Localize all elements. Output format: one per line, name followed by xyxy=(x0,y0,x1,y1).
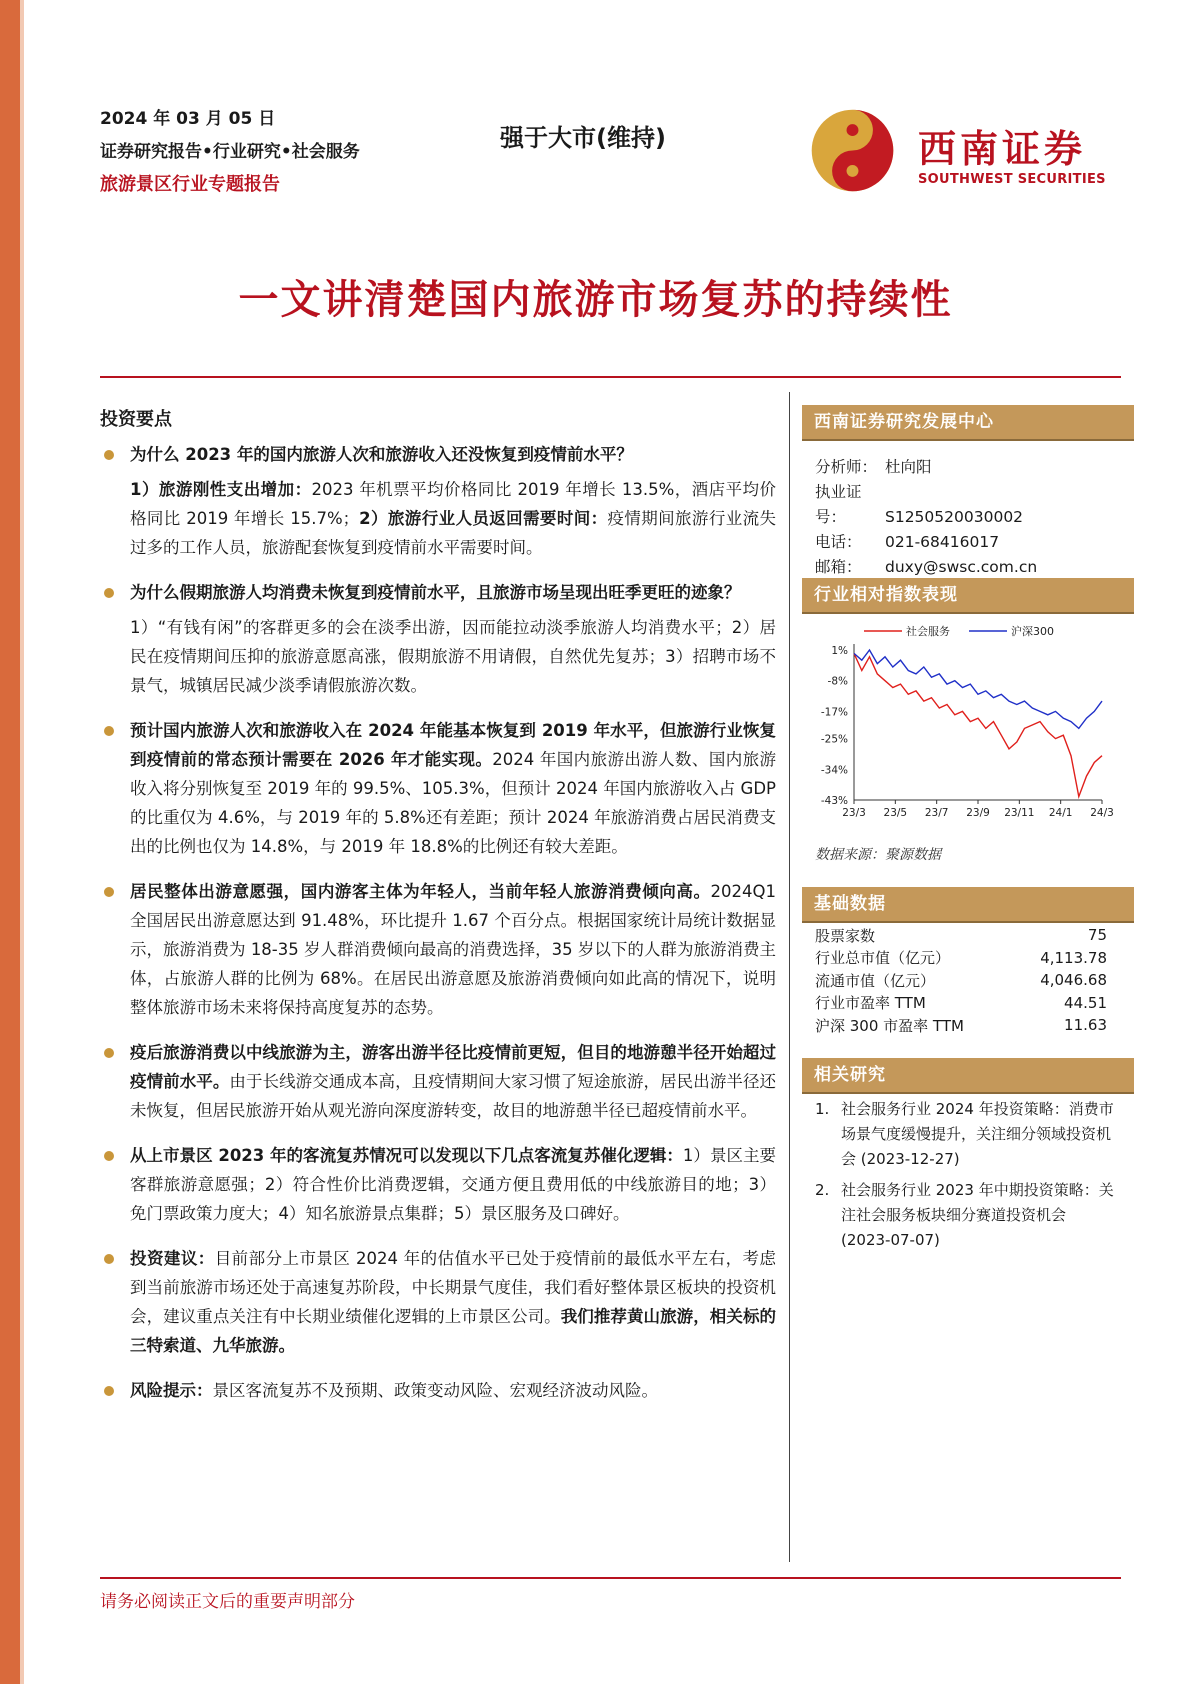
related-research-band: 相关研究 xyxy=(802,1058,1134,1094)
table-row xyxy=(815,969,1107,992)
point-7-text: 目前部分上市景区 2024 年的估值水平已处于疫情前的最低水平左右，考虑到当前旅游市场还处于高速复苏阶段，中长期景气度佳，我们看好整体景区板块的投资机会，建议重点关注有中长期业绩催化逻辑的上市景区公司。 xyxy=(130,1249,777,1326)
point-3-bold: 预计国内旅游人次和旅游收入在 2024 年能基本恢复到 2019 年水平，但旅游行业恢复到疫情前的常态预计需要在 2026 年才能实现。 xyxy=(130,721,776,769)
point-5-text: 由于长线游交通成本高，且疫情期间大家习惯了短途旅游，居民出游半径还未恢复，但居民旅游开始从观光游向深度游转变，故目的地游憩半径已超疫情前水平。 xyxy=(130,1072,777,1120)
basic-data-table xyxy=(815,924,1107,1037)
table-row xyxy=(815,947,1107,970)
point-4-text: 2024Q1 全国居民出游意愿达到 91.48%，环比提升 1.67 个百分点。根据国家统计局统计数据显示，旅游消费为 18-35 岁人群消费倾向最高的消费选择，35 岁以下的人群为旅游消费主体，占旅游人群的比例为 68%。在居民出游意愿及旅游消费倾向如此高的情况下，说明整体旅游市场未来将保持高度复苏的态势。 xyxy=(130,882,776,1017)
analyst-row xyxy=(815,455,1037,480)
point-3-text: 2024 年国内旅游出游人数、国内旅游收入将分别恢复至 2019 年的 99.5%、105.3%，但预计 2024 年国内旅游收入占 GDP 的比重仅为 4.6%，与 2019 年的 5.8%还有差距；预计 2024 年旅游消费占居民消费支出的比例也仅为 14.8%，与 2019 年 18.8%的比例还有较大差距。 xyxy=(130,750,776,856)
license-number: S1250520030002 xyxy=(885,508,1024,526)
line-chart xyxy=(802,620,1122,845)
legend-label: 社会服务 xyxy=(906,625,950,638)
column-divider xyxy=(789,392,790,1562)
phone-label: 电话： xyxy=(815,533,862,551)
point-6-bold: 从上市景区 2023 年的客流复苏情况可以发现以下几点客流复苏催化逻辑： xyxy=(130,1146,683,1165)
point-8-text: 景区客流复苏不及预期、政策变动风险、宏观经济波动风险。 xyxy=(212,1381,658,1400)
basic-label: 行业市盈率 TTM xyxy=(815,994,926,1013)
table-row xyxy=(815,1014,1107,1037)
report-date: 2024 年 03 月 05 日 xyxy=(100,109,276,129)
table-row xyxy=(815,924,1107,947)
basic-label: 股票家数 xyxy=(815,926,876,945)
report-category: 证券研究报告•行业研究•社会服务 xyxy=(100,142,360,162)
company-name-en: SOUTHWEST SECURITIES xyxy=(918,172,1106,187)
bullet-icon xyxy=(104,588,114,598)
y-tick-label: -25% xyxy=(820,733,848,746)
point-1-bold-2: 2）旅游行业人员返回需要时间： xyxy=(359,509,608,528)
point-1-bold-1: 1）旅游刚性支出增加： xyxy=(130,480,312,499)
point-7-bold-2: 我们推荐黄山旅游，相关标的三特索道、九华旅游。 xyxy=(130,1307,777,1355)
left-accent-stripe xyxy=(0,0,20,1684)
analyst-label: 分析师： xyxy=(815,458,878,476)
x-tick-label: 23/5 xyxy=(883,807,908,819)
bullet-icon xyxy=(104,1254,114,1264)
relative-index-chart xyxy=(802,620,1122,845)
analyst-name: 杜向阳 xyxy=(885,458,932,476)
point-6 xyxy=(100,1141,776,1228)
y-tick-label: 1% xyxy=(831,645,848,657)
bullet-icon xyxy=(104,1048,114,1058)
point-2-question: 为什么假期旅游人均消费未恢复到疫情前水平，且旅游市场呈现出旺季更旺的迹象？ xyxy=(130,583,741,602)
point-2 xyxy=(100,578,776,700)
report-subtitle: 旅游景区行业专题报告 xyxy=(100,174,280,195)
series-line-social-services xyxy=(854,653,1102,796)
bullet-icon xyxy=(104,1386,114,1396)
point-1-question: 为什么 2023 年的国内旅游人次和旅游收入还没恢复到疫情前水平？ xyxy=(130,445,633,464)
x-tick-label: 23/7 xyxy=(924,807,949,819)
license-label: 执业证号： xyxy=(815,483,862,526)
bullet-icon xyxy=(104,887,114,897)
basic-value: 75 xyxy=(1087,926,1107,945)
basic-label: 行业总市值（亿元） xyxy=(815,949,951,968)
y-tick-label: -43% xyxy=(820,795,848,807)
email-row xyxy=(815,555,1037,580)
title-divider xyxy=(100,376,1121,378)
analyst-info xyxy=(815,455,1037,580)
bullet-icon xyxy=(104,726,114,736)
point-7-bold: 投资建议： xyxy=(130,1249,215,1268)
point-1 xyxy=(100,440,776,562)
point-4-bold: 居民整体出游意愿强，国内游客主体为年轻人，当前年轻人旅游消费倾向高。 xyxy=(130,882,711,901)
investment-points xyxy=(100,440,776,1421)
company-name-cn: 西南证券 xyxy=(918,126,1087,171)
table-row xyxy=(815,992,1107,1015)
chart-source: 数据来源：聚源数据 xyxy=(815,847,941,863)
legend-label: 沪深300 xyxy=(1011,625,1054,638)
point-1-text-2: 疫情期间旅游行业流失过多的工作人员，旅游配套恢复到疫情前水平需要时间。 xyxy=(130,509,776,557)
basic-label: 沪深 300 市盈率 TTM xyxy=(815,1016,964,1035)
y-tick-label: -8% xyxy=(827,675,848,688)
point-1-body xyxy=(130,475,776,562)
rating: 强于大市(维持) xyxy=(500,124,666,152)
email-link[interactable]: duxy@swsc.com.cn xyxy=(885,558,1038,576)
point-1-text-1: 2023 年机票平均价格同比 2019 年增长 13.5%，酒店平均价格同比 2019 年增长 15.7%； xyxy=(130,480,776,528)
point-7 xyxy=(100,1244,776,1360)
basic-value: 4,113.78 xyxy=(1040,948,1107,967)
footer-disclaimer: 请务必阅读正文后的重要声明部分 xyxy=(100,1592,355,1612)
item-text: 社会服务行业 2023 年中期投资策略：关注社会服务板块细分赛道投资机会 (2023-07-07) xyxy=(841,1181,1114,1249)
phone-row xyxy=(815,530,1037,555)
y-tick-label: -17% xyxy=(820,706,848,719)
x-tick-label: 23/3 xyxy=(842,807,866,819)
point-8 xyxy=(100,1376,776,1405)
company-logo-icon xyxy=(810,108,895,193)
point-3 xyxy=(100,716,776,861)
list-item[interactable] xyxy=(815,1178,1115,1253)
item-text: 社会服务行业 2024 年投资策略：消费市场景气度缓慢提升，关注细分领域投资机会 (2023-12-27) xyxy=(841,1100,1114,1168)
related-research-list xyxy=(815,1097,1115,1259)
footer-divider xyxy=(100,1577,1121,1579)
list-item[interactable] xyxy=(815,1097,1115,1172)
basic-value: 44.51 xyxy=(1064,993,1107,1012)
point-2-body: 1）“有钱有闲”的客群更多的会在淡季出游，因而能拉动淡季旅游人均消费水平；2）居民在疫情期间压抑的旅游意愿高涨，假期旅游不用请假，自然优先复苏；3）招聘市场不景气，城镇居民减少淡季请假旅游次数。 xyxy=(130,618,776,695)
point-8-bold: 风险提示： xyxy=(130,1381,213,1400)
basic-value: 11.63 xyxy=(1064,1016,1107,1035)
basic-data-band: 基础数据 xyxy=(802,887,1134,923)
point-5-bold: 疫后旅游消费以中线旅游为主，游客出游半径比疫情前更短，但目的地游憩半径开始超过疫情前水平。 xyxy=(130,1043,776,1091)
bullet-icon xyxy=(104,1151,114,1161)
series-line-csi300 xyxy=(854,650,1102,728)
research-center-band: 西南证券研究发展中心 xyxy=(802,405,1134,441)
index-performance-band: 行业相对指数表现 xyxy=(802,578,1134,614)
x-tick-label: 24/1 xyxy=(1048,807,1073,819)
y-tick-label: -34% xyxy=(820,764,848,777)
point-4 xyxy=(100,877,776,1022)
bullet-icon xyxy=(104,450,114,460)
item-number: 1. xyxy=(815,1100,830,1118)
x-tick-label: 23/11 xyxy=(1004,807,1035,819)
page-title: 一文讲清楚国内旅游市场复苏的持续性 xyxy=(238,276,953,323)
item-number: 2. xyxy=(815,1181,830,1199)
x-tick-label: 24/3 xyxy=(1090,807,1114,819)
point-5 xyxy=(100,1038,776,1125)
phone-number: 021-68416017 xyxy=(885,533,1000,551)
x-tick-label: 23/9 xyxy=(966,807,990,819)
basic-value: 4,046.68 xyxy=(1040,971,1107,990)
point-6-text: 1）景区主要客群旅游意愿强；2）符合性价比消费逻辑，交通方便且费用低的中线旅游目的地；3）免门票政策力度大；4）知名旅游景点集群；5）景区服务及口碑好。 xyxy=(130,1146,776,1223)
basic-label: 流通市值（亿元） xyxy=(815,971,936,990)
license-row xyxy=(815,480,1037,530)
email-label: 邮箱： xyxy=(815,558,862,576)
investment-highlights-heading: 投资要点 xyxy=(100,409,172,430)
